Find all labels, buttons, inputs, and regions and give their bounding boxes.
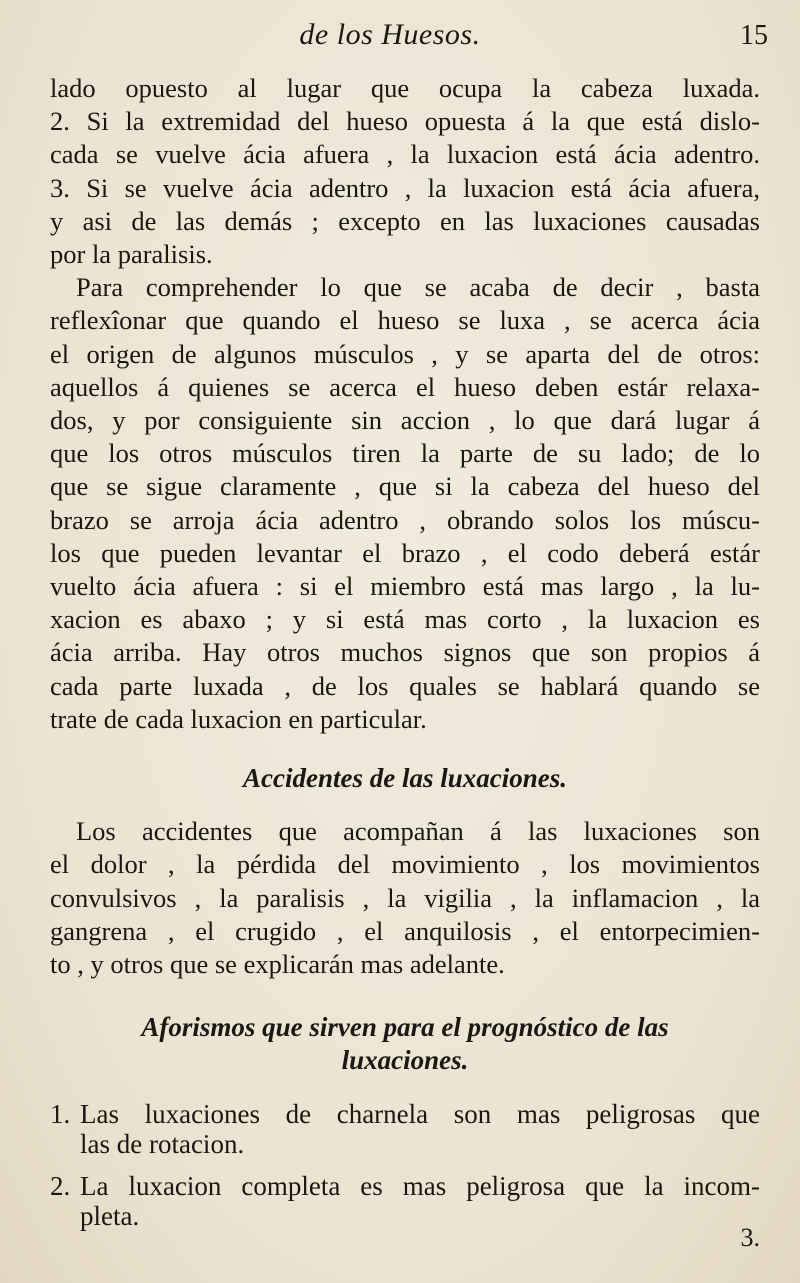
text-line: gangrena , el crugido , el anquilosis , el entorpecimien- — [50, 915, 760, 946]
catchword: 3. — [740, 1223, 760, 1252]
aphorism-line: las de rotacion. — [80, 1129, 245, 1160]
text-line: reflexîonar que quando el hueso se luxa , se acerca ácia — [50, 305, 760, 336]
text-line: 3. Si se vuelve ácia adentro , la luxacion está ácia afuera, — [50, 172, 760, 203]
text-line: el dolor , la pérdida del movimiento , los movimientos — [50, 849, 760, 880]
paragraph-2 — [50, 271, 760, 736]
aphorism-line: pleta. — [80, 1201, 140, 1232]
text-line: cada se vuelve ácia afuera , la luxacion está ácia adentro. — [50, 139, 760, 170]
text-line: vuelto ácia afuera : si el miembro está mas largo , la lu- — [50, 571, 760, 602]
section-heading: Accidentes de las luxaciones. — [243, 763, 567, 794]
text-line: 2. Si la extremidad del hueso opuesta á la que está dislo- — [50, 106, 760, 137]
text-line: ácia arriba. Hay otros muchos signos que son propios á — [50, 637, 760, 668]
aphorism-line: Las luxaciones de charnela son mas peligrosas que — [80, 1099, 760, 1130]
text-line: por la paralisis. — [50, 239, 213, 270]
running-title: de los Huesos. — [299, 18, 481, 51]
aphorisms-heading — [50, 1011, 760, 1077]
text-line: dos, y por consiguiente sin accion , lo que dará lugar á — [50, 405, 760, 436]
body-text — [50, 72, 760, 1243]
text-line: Para comprehender lo que se acaba de decir , basta — [76, 272, 760, 303]
text-line: los que pueden levantar el brazo , el codo deberá estár — [50, 537, 760, 568]
text-line: cada parte luxada , de los quales se hablará quando se — [50, 670, 760, 701]
aphorism-line: La luxacion completa es mas peligrosa que la incom- — [80, 1171, 760, 1202]
running-head — [0, 18, 800, 62]
text-line: lado opuesto al lugar que ocupa la cabeza luxada. — [50, 73, 760, 103]
text-line: convulsivos , la paralisis , la vigilia , la inflamacion , la — [50, 882, 760, 913]
text-line: que se sigue claramente , que si la cabeza del hueso del — [50, 471, 760, 502]
paragraph-3 — [50, 815, 760, 981]
aphorism-number: 2. — [50, 1171, 71, 1202]
text-line: que los otros músculos tiren la parte de su lado; de lo — [50, 438, 760, 469]
aphorism-number: 1. — [50, 1099, 71, 1130]
text-line: el origen de algunos músculos , y se aparta del de otros: — [50, 338, 760, 369]
aphorisms-heading-line-2: luxaciones. — [341, 1045, 469, 1076]
aphorism-item — [50, 1171, 760, 1231]
text-line: Los accidentes que acompañan á las luxaciones son — [76, 816, 760, 847]
text-line: brazo se arroja ácia adentro , obrando solos los múscu- — [50, 504, 760, 535]
text-line: y asi de las demás ; excepto en las luxaciones causadas — [50, 205, 760, 236]
text-line: trate de cada luxacion en particular. — [50, 703, 427, 734]
page-number: 15 — [740, 20, 768, 51]
aphorisms-heading-line-1: Aforismos que sirven para el prognóstico de las — [141, 1012, 669, 1043]
text-line: aquellos á quienes se acerca el hueso deben estár relaxa- — [50, 371, 760, 402]
aphorism-item — [50, 1099, 760, 1159]
text-line: xacion es abaxo ; y si está mas corto , la luxacion es — [50, 604, 760, 635]
text-line: to , y otros que se explicarán mas adelante. — [50, 949, 505, 980]
paragraph-1 — [50, 72, 760, 271]
